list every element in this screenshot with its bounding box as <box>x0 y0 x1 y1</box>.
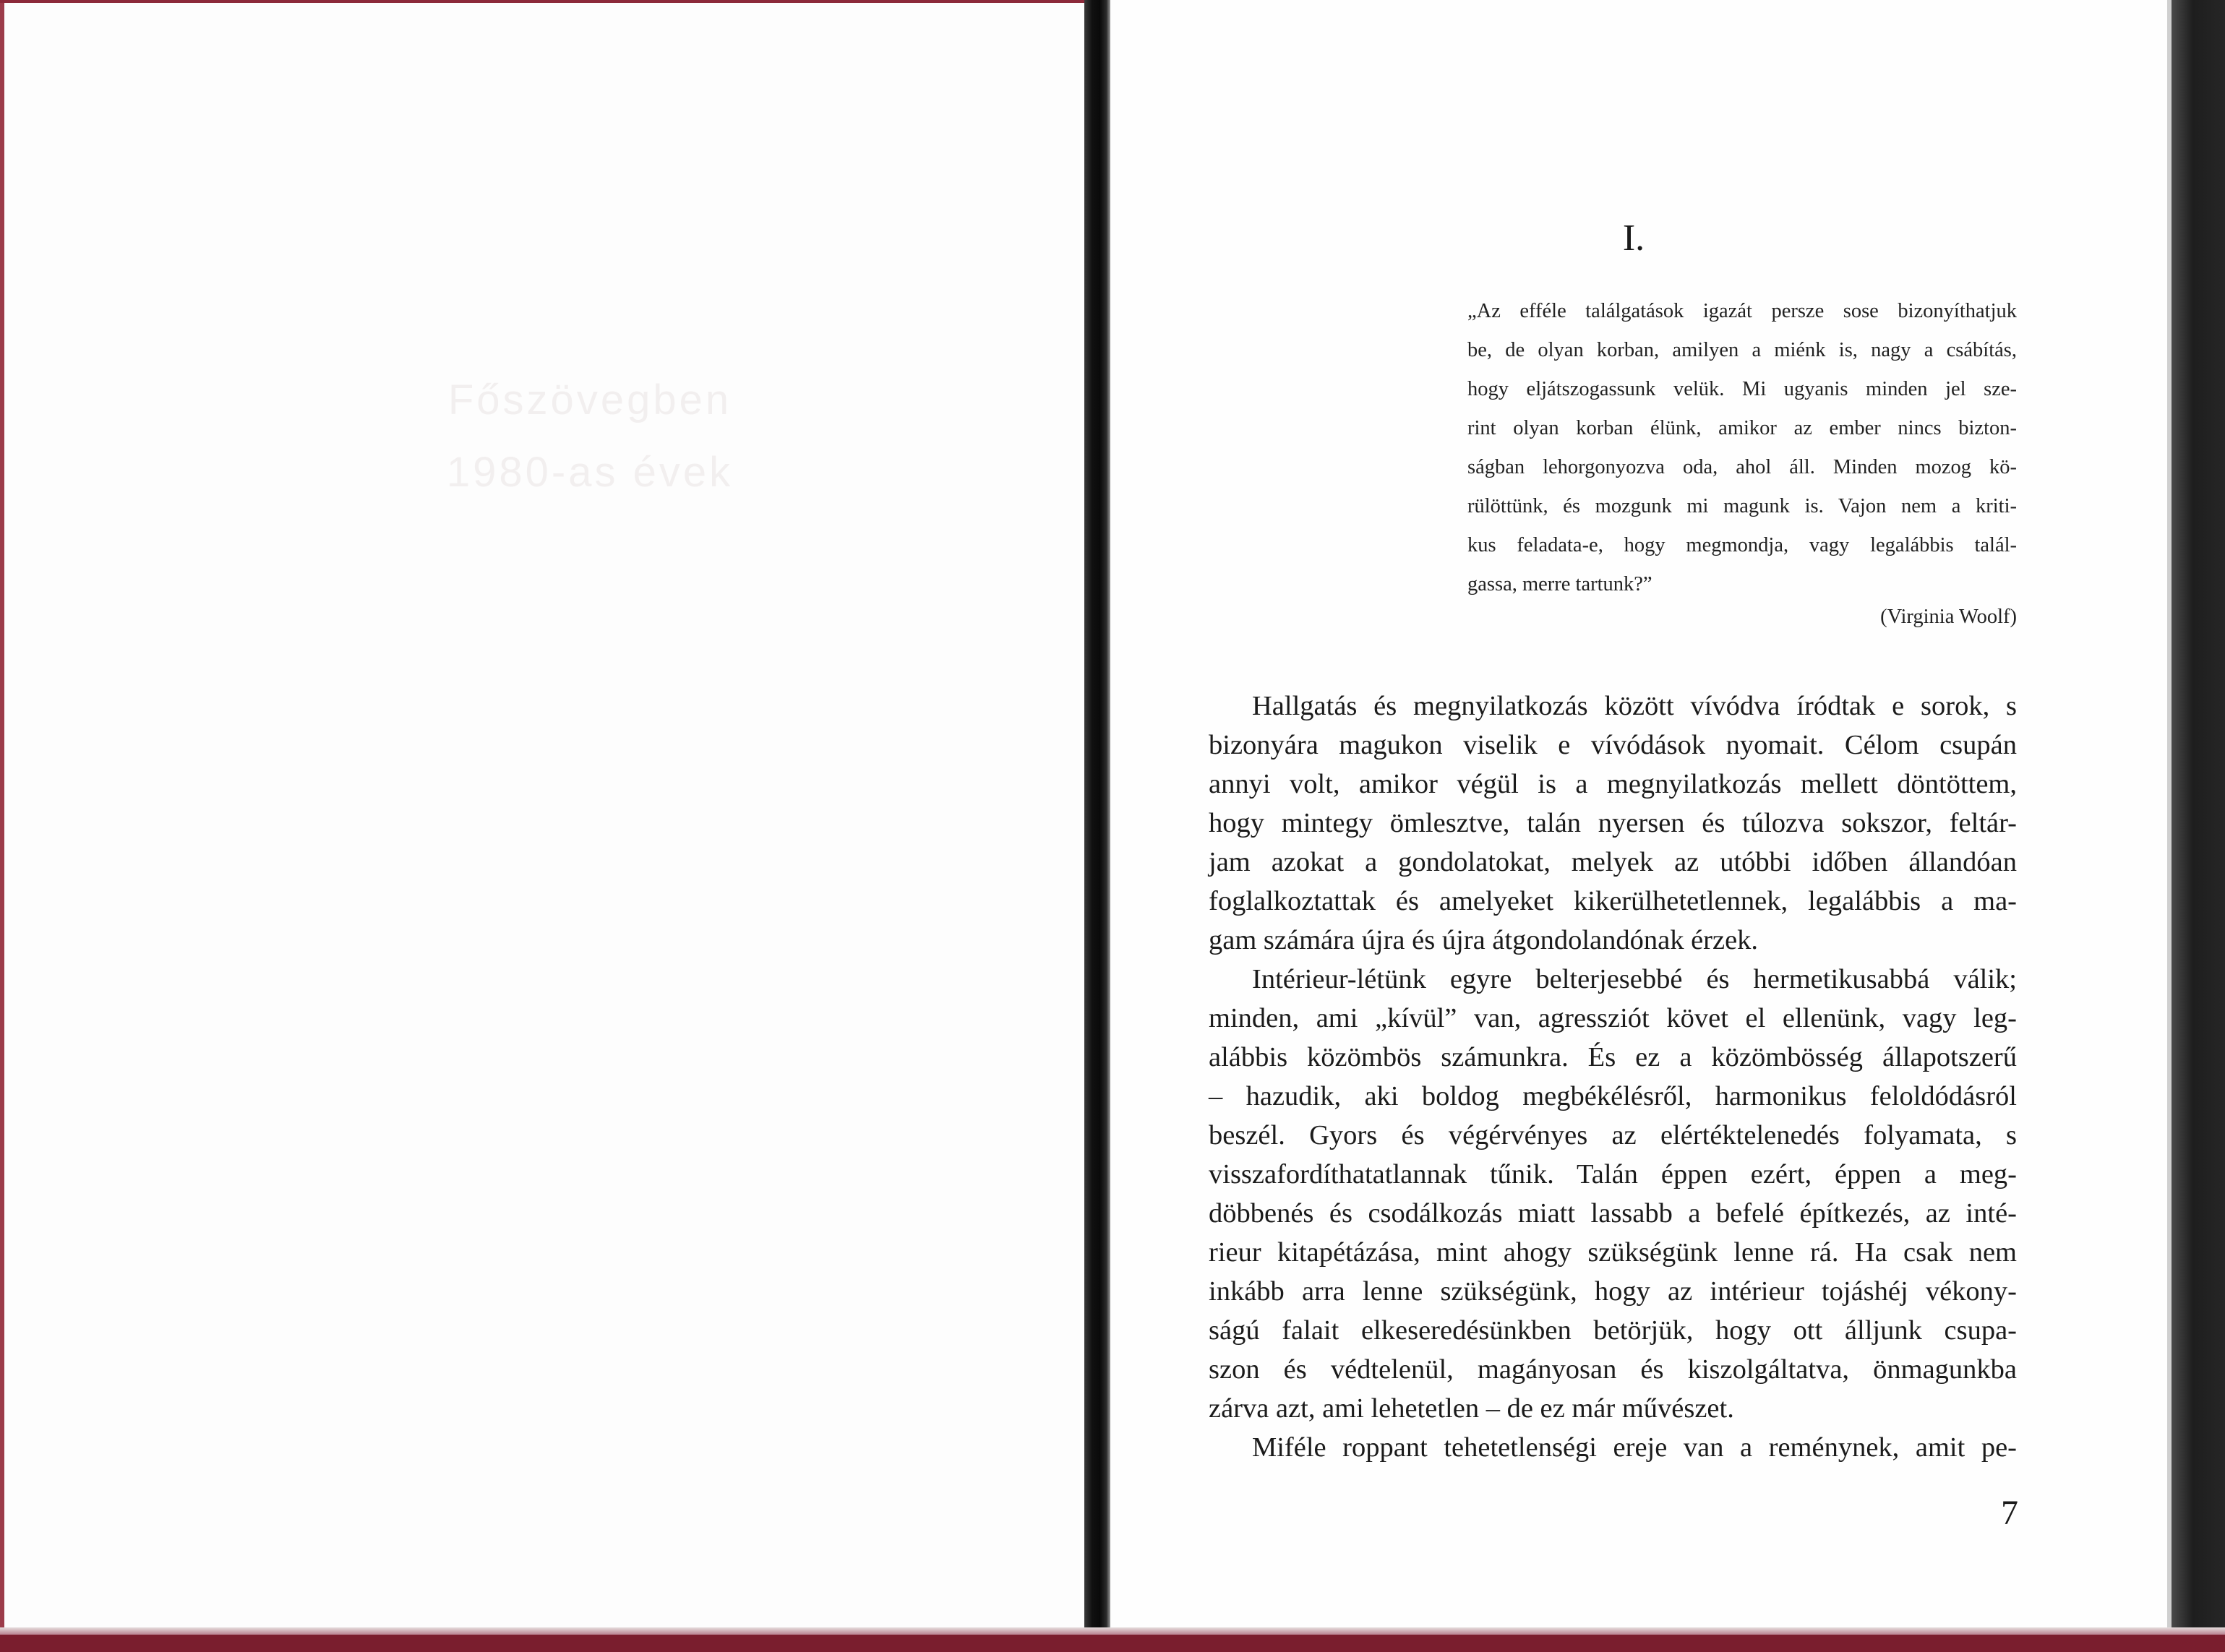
left-page <box>4 3 1084 1627</box>
body-line: döbbenés és csodálkozás miatt lassabb a befelé építkezés, az inté- <box>1209 1198 2017 1229</box>
body-line: ságú falait elkeseredésünkben betörjük, hogy ott álljunk csupa- <box>1209 1315 2017 1346</box>
show-through-line-2: 1980-as évek <box>446 449 734 496</box>
body-line: foglalkoztattak és amelyeket kikerülhetetlennek, legalábbis a ma- <box>1209 886 2017 916</box>
book-gutter <box>1084 0 1110 1635</box>
epigraph-line: be, de olyan korban, amilyen a miénk is, nagy a csábítás, <box>1467 339 2017 361</box>
body-line: zárva azt, ami lehetetlen – de ez már művészet. <box>1209 1393 1734 1424</box>
epigraph-line: gassa, merre tartunk?” <box>1467 573 1652 595</box>
body-line: gam számára újra és újra átgondolandónak érzek. <box>1209 925 1759 955</box>
body-line: alábbis közömbös számunkra. És ez a közömbösség állapotszerű <box>1209 1042 2017 1072</box>
body-line: Hallgatás és megnyilatkozás között vívódva íródtak e sorok, s <box>1252 691 2017 721</box>
body-line: jam azokat a gondolatokat, melyek az utóbbi időben állandóan <box>1209 847 2017 877</box>
epigraph-author: (Virginia Woolf) <box>1880 606 2017 628</box>
scan-background-right <box>2172 0 2225 1635</box>
show-through-text <box>438 364 742 509</box>
epigraph-line: hogy eljátszogassunk velük. Mi ugyanis minden jel sze- <box>1467 378 2017 400</box>
epigraph-line: rint olyan korban élünk, amikor az ember nincs bizton- <box>1467 417 2017 439</box>
body-line: minden, ami „kívül” van, agressziót követ el ellenünk, vagy leg- <box>1209 1003 2017 1033</box>
epigraph-line: ságban lehorgonyozva oda, ahol áll. Minden mozog kö- <box>1467 456 2017 478</box>
epigraph-line: kus feladata-e, hogy megmondja, vagy legalábbis talál- <box>1467 534 2017 556</box>
chapter-number: I. <box>1622 218 1645 259</box>
body-line: hogy mintegy ömlesztve, talán nyersen és túlozva sokszor, feltár- <box>1209 808 2017 838</box>
body-line: annyi volt, amikor végül is a megnyilatkozás mellett döntöttem, <box>1209 769 2017 799</box>
epigraph <box>1467 292 2017 604</box>
body-line: – hazudik, aki boldog megbékélésről, harmonikus feloldódásról <box>1209 1081 2017 1111</box>
body-line: visszafordíthatatlannak tűnik. Talán éppen ezért, éppen a meg- <box>1209 1159 2017 1189</box>
body-text <box>1209 687 2017 1467</box>
show-through-line-1: Főszövegben <box>447 377 732 423</box>
body-line: rieur kitapétázása, mint ahogy szükségünk lenne rá. Ha csak nem <box>1209 1237 2017 1268</box>
body-line: Miféle roppant tehetetlenségi ereje van a reménynek, amit pe- <box>1252 1432 2017 1463</box>
body-line: bizonyára magukon viselik e vívódások nyomait. Célom csupán <box>1209 730 2017 760</box>
body-line: szon és védtelenül, magányosan és kiszolgáltatva, önmagunkba <box>1209 1354 2017 1385</box>
binding-edge-bottom <box>0 1635 2225 1652</box>
epigraph-line: rülöttünk, és mozgunk mi magunk is. Vajon nem a kriti- <box>1467 495 2017 517</box>
body-line: Intérieur-létünk egyre belterjesebbé és hermetikusabbá válik; <box>1252 964 2017 994</box>
body-line: beszél. Gyors és végérvényes az elértéktelenedés folyamata, s <box>1209 1120 2017 1150</box>
page-number: 7 <box>2001 1494 2018 1532</box>
epigraph-line: „Az efféle találgatások igazát persze sose bizonyíthatjuk <box>1467 300 2017 322</box>
body-line: inkább arra lenne szükségünk, hogy az intérieur tojáshéj vékony- <box>1209 1276 2017 1307</box>
